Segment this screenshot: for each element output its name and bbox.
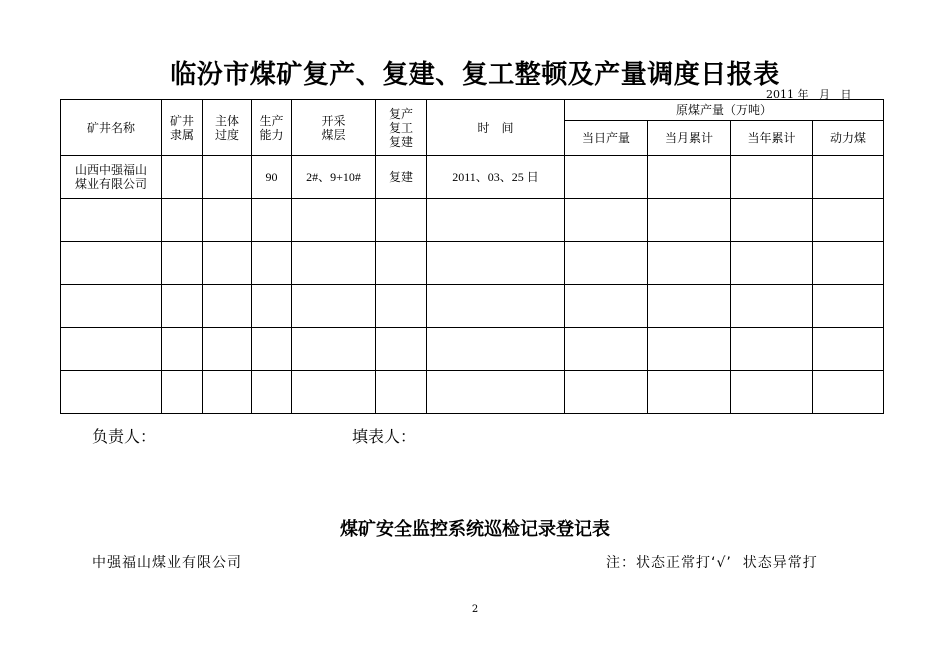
header-monthly-total: 当月累计 <box>648 121 731 156</box>
page-number: 2 <box>471 604 479 615</box>
header-output-group: 原煤产量（万吨） <box>565 100 884 121</box>
header-affiliation: 矿井 隶属 <box>162 100 203 156</box>
table-row <box>61 242 884 285</box>
cell-transition <box>203 156 252 199</box>
header-power-coal: 动力煤 <box>813 121 884 156</box>
cell-power-coal <box>813 156 884 199</box>
header-transition: 主体 过度 <box>203 100 252 156</box>
table-row <box>61 285 884 328</box>
status-note: 注：状态正常打‘√’ 状态异常打 <box>606 555 818 571</box>
table-row <box>61 156 884 199</box>
company-name: 中强福山煤业有限公司 <box>92 555 242 571</box>
cell-daily <box>565 156 648 199</box>
inspection-record-title: 煤矿安全监控系统巡检记录登记表 <box>340 519 610 540</box>
form-filler-label: 填表人： <box>352 427 417 446</box>
cell-monthly <box>648 156 731 199</box>
report-date: 2011 年 月 日 <box>766 88 852 101</box>
header-time: 时 间 <box>427 100 565 156</box>
header-status: 复产 复工 复建 <box>376 100 427 156</box>
table-row <box>61 199 884 242</box>
header-yearly-total: 当年累计 <box>731 121 813 156</box>
cell-mine-name: 山西中强福山 煤业有限公司 <box>61 156 162 199</box>
cell-time: 2011、03、25 日 <box>427 156 565 199</box>
cell-status: 复建 <box>376 156 427 199</box>
cell-seam: 2#、9+10# <box>292 156 376 199</box>
cell-affiliation <box>162 156 203 199</box>
report-title: 临汾市煤矿复产、复建、复工整顿及产量调度日报表 <box>170 60 780 90</box>
production-report-table <box>60 99 884 414</box>
header-mine-name: 矿井名称 <box>61 100 162 156</box>
header-seam: 开采 煤层 <box>292 100 376 156</box>
table-row <box>61 371 884 414</box>
responsible-person-label: 负责人： <box>92 427 157 446</box>
header-daily-output: 当日产量 <box>565 121 648 156</box>
cell-yearly <box>731 156 813 199</box>
cell-capacity: 90 <box>252 156 292 199</box>
header-capacity: 生产 能力 <box>252 100 292 156</box>
table-row <box>61 328 884 371</box>
